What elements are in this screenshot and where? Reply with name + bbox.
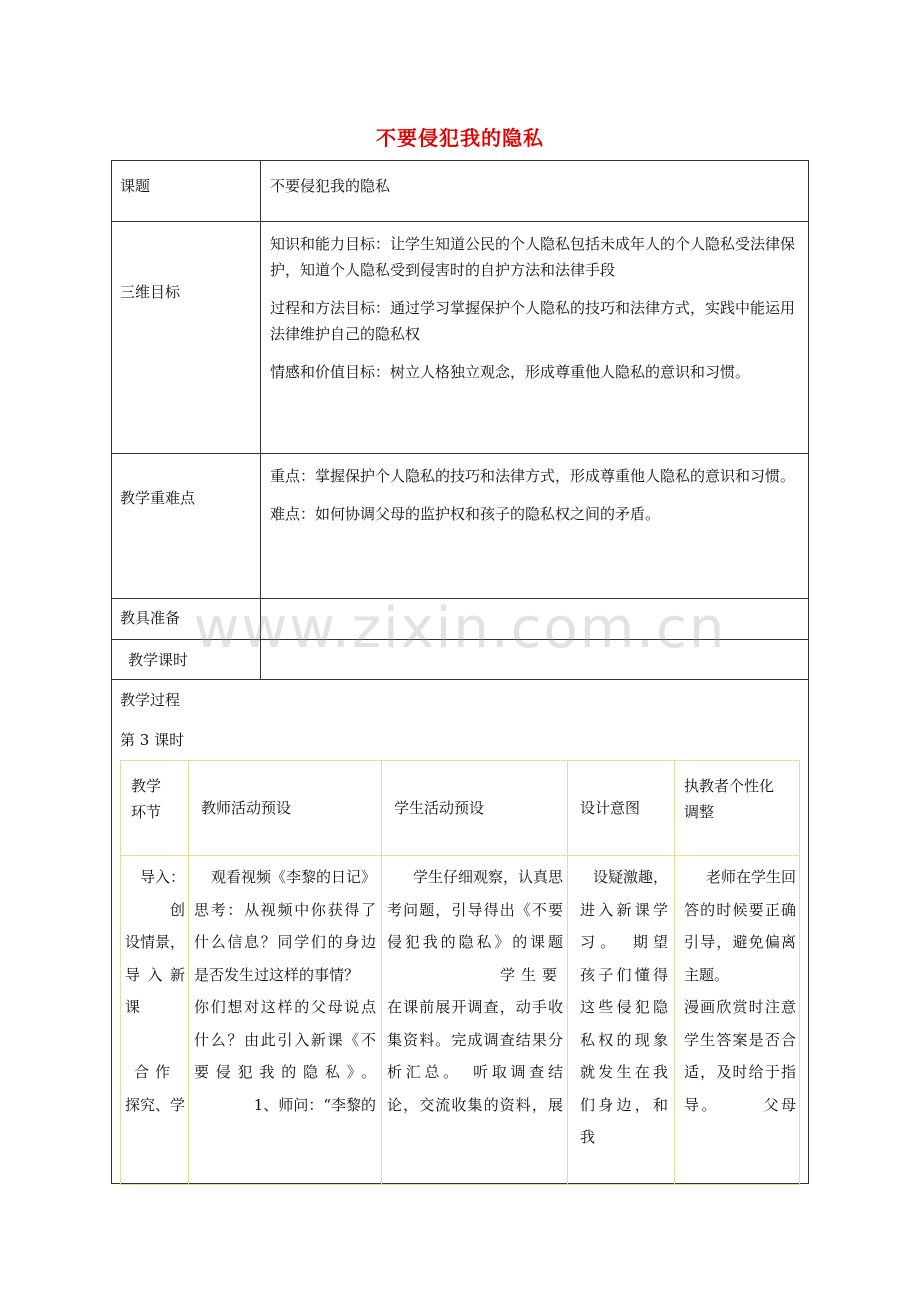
row-divider xyxy=(112,679,808,680)
tools-label: 教具准备 xyxy=(120,609,181,627)
goals-label: 三维目标 xyxy=(120,283,181,301)
process-table xyxy=(120,760,800,1185)
design-intent-column xyxy=(580,861,668,1154)
adjustment-line: 主题。 xyxy=(684,965,730,984)
student-activity-column xyxy=(387,861,563,1121)
teacher-line: 观看视频《李黎的日记》 xyxy=(210,868,376,886)
stage-line: 探究、学 xyxy=(125,1095,186,1114)
teacher-line: 是否发生过这样的事情？ xyxy=(194,965,360,984)
header-divider xyxy=(121,855,799,856)
student-line: 析汇总。 听取调查结 xyxy=(387,1063,563,1081)
header-personal-adjustment: 执教者个性化调整 xyxy=(684,777,775,821)
stage-line: 创 xyxy=(169,900,185,919)
goals-content xyxy=(270,231,800,397)
teacher-line: 要侵犯我的隐私》。 xyxy=(194,1063,376,1081)
intent-line: 就发生在我 xyxy=(580,1063,668,1081)
teacher-line: 什么信息？同学们的身边 xyxy=(194,933,376,951)
student-line: 学生要 xyxy=(499,965,563,984)
hours-label: 教学课时 xyxy=(128,651,189,669)
adjustment-line: 学生答案是否合 xyxy=(684,1030,796,1049)
column-divider xyxy=(674,761,675,1184)
adjustment-line: 漫画欣赏时注意 xyxy=(684,998,796,1016)
student-line: 考问题，引导得出《不要 xyxy=(387,900,563,919)
key-points-content xyxy=(270,463,800,539)
teacher-line: 思考：从视频中你获得了 xyxy=(194,900,376,919)
column-divider xyxy=(567,761,568,1184)
intent-line: 孩子们懂得 xyxy=(580,965,668,984)
adjustment-line: 引导，避免偏离 xyxy=(684,933,796,951)
key-points-label: 教学重难点 xyxy=(120,489,196,507)
topic-label: 课题 xyxy=(120,177,151,195)
intent-line: 进入新课学 xyxy=(580,900,668,919)
header-design-intent: 设计意图 xyxy=(580,799,641,817)
stage-line: 导入新 xyxy=(125,965,185,984)
goal-emotion: 情感和价值目标：树立人格独立观念，形成尊重他人隐私的意识和习惯。 xyxy=(270,363,751,381)
watermark: www.zixin.com.cn xyxy=(193,596,727,661)
student-line: 在课前展开调查，动手收 xyxy=(387,998,563,1016)
difficult-point: 难点：如何协调父母的监护权和孩子的隐私权之间的矛盾。 xyxy=(270,505,661,523)
intent-line: 私权的现象 xyxy=(580,1030,668,1049)
column-divider xyxy=(188,761,189,1184)
lesson-number: 第 3 课时 xyxy=(120,731,185,749)
adjustment-line: 导。 父母 xyxy=(684,1095,796,1114)
stage-column xyxy=(125,861,185,1121)
row-divider xyxy=(112,639,808,640)
adjustment-column xyxy=(684,861,796,1121)
stage-line xyxy=(125,1024,185,1057)
goal-knowledge: 知识和能力目标：让学生知道公民的个人隐私包括未成年人的个人隐私受法律保护，知道个人隐私受到侵害时的自护方法和法律手段 xyxy=(270,235,796,279)
process-label: 教学过程 xyxy=(120,691,181,709)
teacher-line: 1、师问：“李黎的 xyxy=(253,1095,376,1114)
teacher-line: 什么？由此引入新课《不 xyxy=(194,1030,376,1049)
goal-process: 过程和方法目标：通过学习掌握保护个人隐私的技巧和法律方式，实践中能运用法律维护自己的隐私权 xyxy=(270,299,796,343)
header-teacher-activity: 教师活动预设 xyxy=(201,799,292,817)
header-teaching-stage: 教学环节 xyxy=(131,777,162,821)
document-title: 不要侵犯我的隐私 xyxy=(376,126,544,150)
lesson-plan-table xyxy=(111,160,809,1184)
stage-line: 设情景， xyxy=(125,933,186,951)
stage-line: 课 xyxy=(125,998,141,1016)
student-line: 学生仔细观察，认真思 xyxy=(412,868,563,886)
topic-value: 不要侵犯我的隐私 xyxy=(270,177,391,195)
student-line: 集资料。完成调查结果分 xyxy=(387,1030,563,1049)
row-divider xyxy=(112,598,808,599)
intent-line: 习。 期望 xyxy=(580,933,668,951)
student-line: 侵犯我的隐私》的课题 xyxy=(387,933,563,951)
column-divider xyxy=(381,761,382,1184)
intent-line: 这些侵犯隐 xyxy=(580,998,668,1016)
teacher-line: 你们想对这样的父母说点 xyxy=(194,998,376,1016)
key-point: 重点：掌握保护个人隐私的技巧和法律方式，形成尊重他人隐私的意识和习惯。 xyxy=(270,467,796,485)
student-line: 论，交流收集的资料，展 xyxy=(387,1095,563,1114)
stage-line: 合作 xyxy=(133,1063,176,1081)
adjustment-line: 老师在学生回 xyxy=(705,868,796,886)
teacher-activity-column xyxy=(194,861,376,1121)
intent-line: 设疑激趣， xyxy=(592,868,668,886)
adjustment-line: 答的时候要正确 xyxy=(684,900,796,919)
stage-line: 导入： xyxy=(139,868,185,886)
header-student-activity: 学生活动预设 xyxy=(394,799,485,817)
row-divider xyxy=(112,221,808,222)
adjustment-line: 适，及时给于指 xyxy=(684,1063,796,1081)
intent-line: 们身边，和我 xyxy=(580,1095,668,1146)
row-divider xyxy=(112,453,808,454)
column-divider xyxy=(260,161,261,679)
